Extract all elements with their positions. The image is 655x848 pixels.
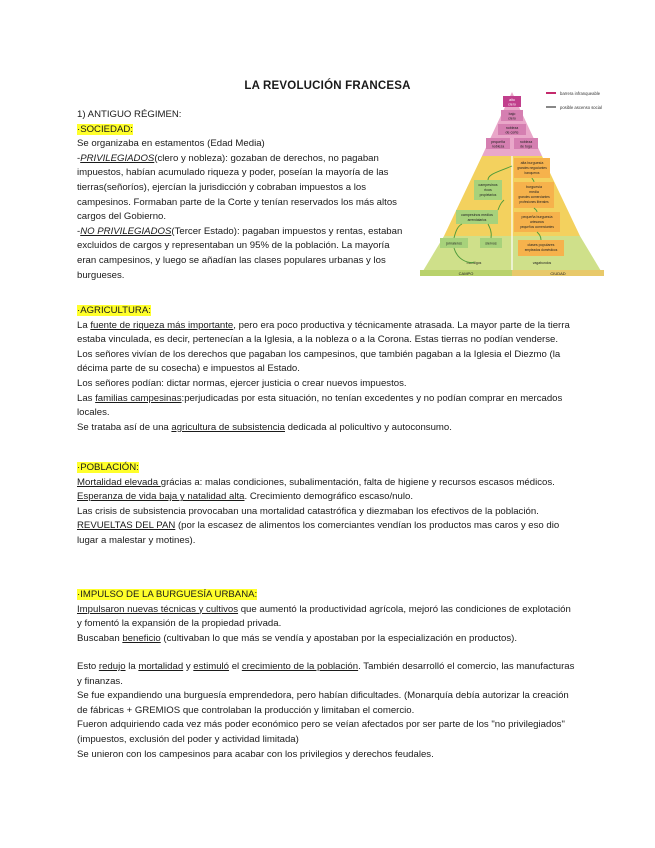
svg-text:de toga: de toga (520, 144, 532, 149)
poblacion-label: ·POBLACIÓN: (77, 462, 139, 473)
paragraph: Se trataba así de una agricultura de subsistencia dedicada al policultivo y autoconsumo. (77, 421, 452, 433)
ciudad-label: CIUDAD (550, 271, 566, 276)
clases-populares-label: clases populares (527, 243, 555, 247)
paragraph: Los señores vivían de los derechos que pagaban los campesinos, que también pagaban a la Iglesia el Diezmo (la décima parte de su cosecha) e impuestos al Estado. (77, 348, 561, 375)
pequena-nobleza-label: pequeña (491, 140, 505, 144)
svg-text:pequeños comerciantes: pequeños comerciantes (520, 225, 554, 229)
svg-text:arrendatarios: arrendatarios (467, 218, 487, 222)
paragraph: Impulsaron nuevas técnicas y cultivos que aumentó la productividad agrícola, mejoró las condiciones de explotación y fomentó la expansión de la propiedad privada. (77, 603, 571, 630)
campo-label: CAMPO (458, 271, 474, 276)
section-poblacion (77, 461, 577, 549)
nobleza-de-toga-label: nobleza (519, 140, 533, 144)
section-agricultura (77, 304, 577, 435)
paragraph: Esto redujo la mortalidad y estimuló el crecimiento de la población. También desarrolló el comercio, las manufacturas y finanzas. (77, 661, 575, 687)
alta-burguesia-label: alta burguesía (520, 161, 544, 165)
siervos-label: siervos (485, 241, 497, 246)
legend-barrier-text: barrera infranqueable (560, 91, 601, 96)
svg-text:clero: clero (508, 116, 516, 121)
svg-text:profesiones liberales: profesiones liberales (519, 200, 549, 204)
svg-text:grandes comerciantes: grandes comerciantes (518, 195, 550, 199)
svg-text:propietarios: propietarios (479, 193, 497, 197)
agricultura-label: ·AGRICULTURA: (77, 305, 151, 316)
paragraph: Los señores podían: dictar normas, ejercer justicia o crear nuevos impuestos. (77, 377, 407, 389)
vagabundos-label: vagabundos (532, 261, 552, 265)
paragraph: Las familias campesinas:perjudicadas por esta situación, no tenían excedentes y no podían comprar en mercados locales. (77, 392, 563, 419)
paragraph: Buscaban beneficio (cultivaban lo que más se vendía y apostaban por la especialización en productos). (77, 632, 517, 644)
svg-text:nobleza: nobleza (491, 144, 505, 149)
svg-text:ricos: ricos (484, 188, 492, 192)
bajo-clero-label: bajo (508, 112, 516, 116)
no-privilegiados-paragraph: -NO PRIVILEGIADOS(Tercer Estado): pagaban impuestos y rentas, estaban excluidos de cargos y representaban un 95% de la población. La mayoría eran campesinos, y luego se añadían las clases populares urbanas y los burgueses. (77, 225, 403, 281)
svg-text:clero: clero (508, 102, 516, 107)
paragraph: Fueron adquiriendo cada vez más poder económico pero se veían afectados por ser parte de los "no privilegiados" (impuestos, exclusión del poder y actividad limitada) (77, 719, 565, 745)
section-burguesia (77, 588, 577, 646)
paragraph: Se organizaba en estamentos (Edad Media) (77, 138, 265, 150)
paragraph: Esperanza de vida baja y natalidad alta. Crecimiento demográfico escaso/nulo. (77, 491, 413, 503)
estates-pyramid-diagram (418, 86, 606, 278)
alto-clero-label: alto (509, 98, 515, 102)
campesinos-medios-label: campesinos medios (461, 213, 493, 217)
document-title: LA REVOLUCIÓN FRANCESA (244, 80, 411, 92)
burguesia-label: ·IMPULSO DE LA BURGUESÍA URBANA: (77, 589, 258, 600)
jornaleros-label: jornaleros (446, 241, 462, 246)
paragraph: Las crisis de subsistencia provocaban una mortalidad catastrófica y diezmaban los efectivos de la población. (77, 505, 539, 517)
svg-text:banqueros: banqueros (524, 171, 540, 175)
svg-text:artesanos: artesanos (530, 220, 544, 224)
sociedad-label: ·SOCIEDAD: (77, 123, 133, 135)
svg-text:grandes negociantes: grandes negociantes (517, 166, 547, 170)
section-heading: 1) ANTIGUO RÉGIMEN: (77, 109, 182, 120)
pequena-burguesia-label: pequeña burguesía (521, 215, 553, 219)
svg-text:empleados domésticos: empleados domésticos (524, 248, 558, 252)
svg-text:de corte: de corte (505, 130, 519, 135)
nobleza-de-corte-label: nobleza (505, 126, 519, 130)
svg-text:media: media (529, 190, 539, 194)
no-privilegiados-term: NO PRIVILEGIADOS (80, 225, 172, 237)
section-burguesia-continued (77, 660, 577, 762)
paragraph: La fuente de riqueza más importante, pero era poco productiva y técnicamente atrasada. La mayor parte de la tierra estaba vinculada, es decir, pertenecían a la Iglesia, a la nobleza o a la Corona. Estas tierras no podían venderse. (77, 319, 570, 346)
privilegiados-term: PRIVILEGIADOS (80, 152, 155, 164)
paragraph: Se unieron con los campesinos para acabar con los privilegios y derechos feudales. (77, 748, 434, 760)
paragraph: REVUELTAS DEL PAN (por la escasez de alimentos los comerciantes vendían los productos mas caros y eso dio lugar a malestar y motines). (77, 520, 560, 546)
campesinos-ricos-label: campesinos (478, 183, 498, 187)
section-antiguo-regimen (77, 108, 407, 283)
paragraph: Mortalidad elevada grácias a: malas condiciones, subalimentación, falta de higiene y recursos escasos médicos. (77, 476, 555, 488)
paragraph: Se fue expandiendo una burguesía emprendedora, pero habían dificultades. (Monarquía debía autorizar la creación de fábricas + GREMIOS que controlaban la producción y limitaban el comercio. (77, 690, 569, 716)
burguesia-media-label: burguesía (526, 185, 542, 189)
legend-ascent-text: posible ascenso social (560, 105, 602, 110)
mendigos-label: mendigos (466, 261, 482, 265)
privilegiados-paragraph: -PRIVILEGIADOS(clero y nobleza): gozaban de derechos, no pagaban impuestos, habían acumulado riqueza y poder, poseían la mayoría de las tierras(señoríos), ejercían la jurisdicción y cobraban impuestos a los campesinos. Formaban parte de la Corte y tenían reservados los más altos cargos del Gobierno. (77, 152, 397, 223)
